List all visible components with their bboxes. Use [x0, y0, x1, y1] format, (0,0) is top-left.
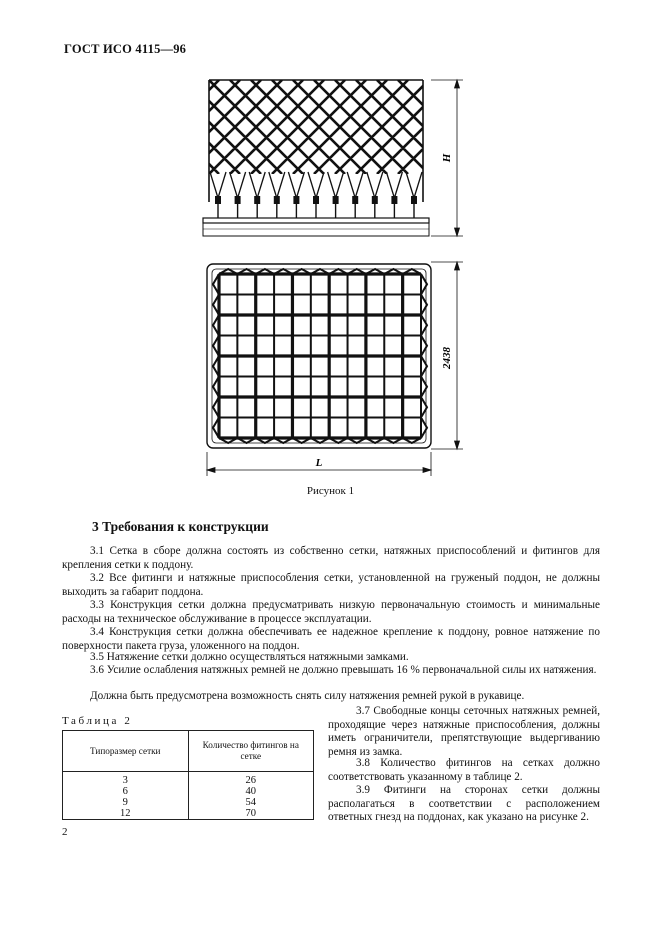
document-header: ГОСТ ИСО 4115—96 — [64, 42, 187, 56]
table-cell: 54 — [188, 797, 314, 808]
figure-1 — [195, 68, 475, 478]
table-cell: 12 — [63, 808, 189, 820]
paragraph-3-2: 3.2 Все фитинги и натяжные приспособления сетки, установленной на груженый поддон, не должны выходить за габарит поддона. — [62, 572, 600, 598]
table-row — [63, 808, 314, 820]
page-number: 2 — [62, 826, 68, 838]
table-row — [63, 797, 314, 808]
paragraph-3-5: 3.5 Натяжение сетки должно осуществляться натяжными замками. — [90, 651, 409, 663]
paragraph-3-4: 3.4 Конструкция сетки должна обеспечивать ее надежное крепление к поддону, ровное натяжение по поверхности пакета груза, уложенного на поддон. — [62, 626, 600, 652]
table-header-fittings: Количество фитингов на сетке — [188, 731, 314, 772]
net-side-view — [195, 80, 475, 236]
table-cell: 40 — [188, 786, 314, 797]
dim-width-label: 2438 — [441, 347, 453, 369]
paragraph-3-9: 3.9 Фитинги на сторонах сетки должны располагаться в соответствии с расположением ответных гнезд на поддонах, как указано на рисунке 2. — [328, 784, 600, 824]
table-cell: 70 — [188, 808, 314, 820]
table-row — [63, 786, 314, 797]
paragraph-3-6: 3.6 Усилие ослабления натяжных ремней не должно превышать 16 % первоначальной силы их натяжения. — [90, 664, 597, 676]
table-cell: 26 — [188, 772, 314, 787]
fittings-table — [62, 730, 314, 820]
paragraph-3-3: 3.3 Конструкция сетки должна предусматривать низкую первоначальную стоимость и минимальные расходы на техническое обслуживание в процессе эксплуатации. — [62, 599, 600, 625]
dim-h-label: H — [441, 153, 453, 163]
paragraph-glove: Должна быть предусмотрена возможность снять силу натяжения ремней рукой в рукавице. — [90, 690, 525, 702]
figure-caption: Рисунок 1 — [306, 485, 355, 497]
dim-l-label: L — [315, 457, 323, 469]
table-cell: 9 — [63, 797, 189, 808]
table-caption: Таблица 2 — [62, 715, 133, 727]
paragraph-3-7: 3.7 Свободные концы сеточных натяжных ремней, проходящие через натяжные приспособления, должны иметь ограничители, препятствующие выдергиванию ремня из замка. — [328, 705, 600, 758]
paragraph-3-8: 3.8 Количество фитингов на сетках должно соответствовать указанному в таблице 2. — [328, 757, 600, 783]
table-row — [63, 772, 314, 787]
table-header-size: Типоразмер сетки — [63, 731, 189, 772]
table-cell: 3 — [63, 772, 189, 787]
paragraph-3-1: 3.1 Сетка в сборе должна состоять из собственно сетки, натяжных приспособлений и фитингов для крепления сетки к поддону. — [62, 545, 600, 571]
table-cell: 6 — [63, 786, 189, 797]
net-top-view — [207, 264, 431, 448]
section-title: 3 Требования к конструкции — [92, 519, 269, 534]
